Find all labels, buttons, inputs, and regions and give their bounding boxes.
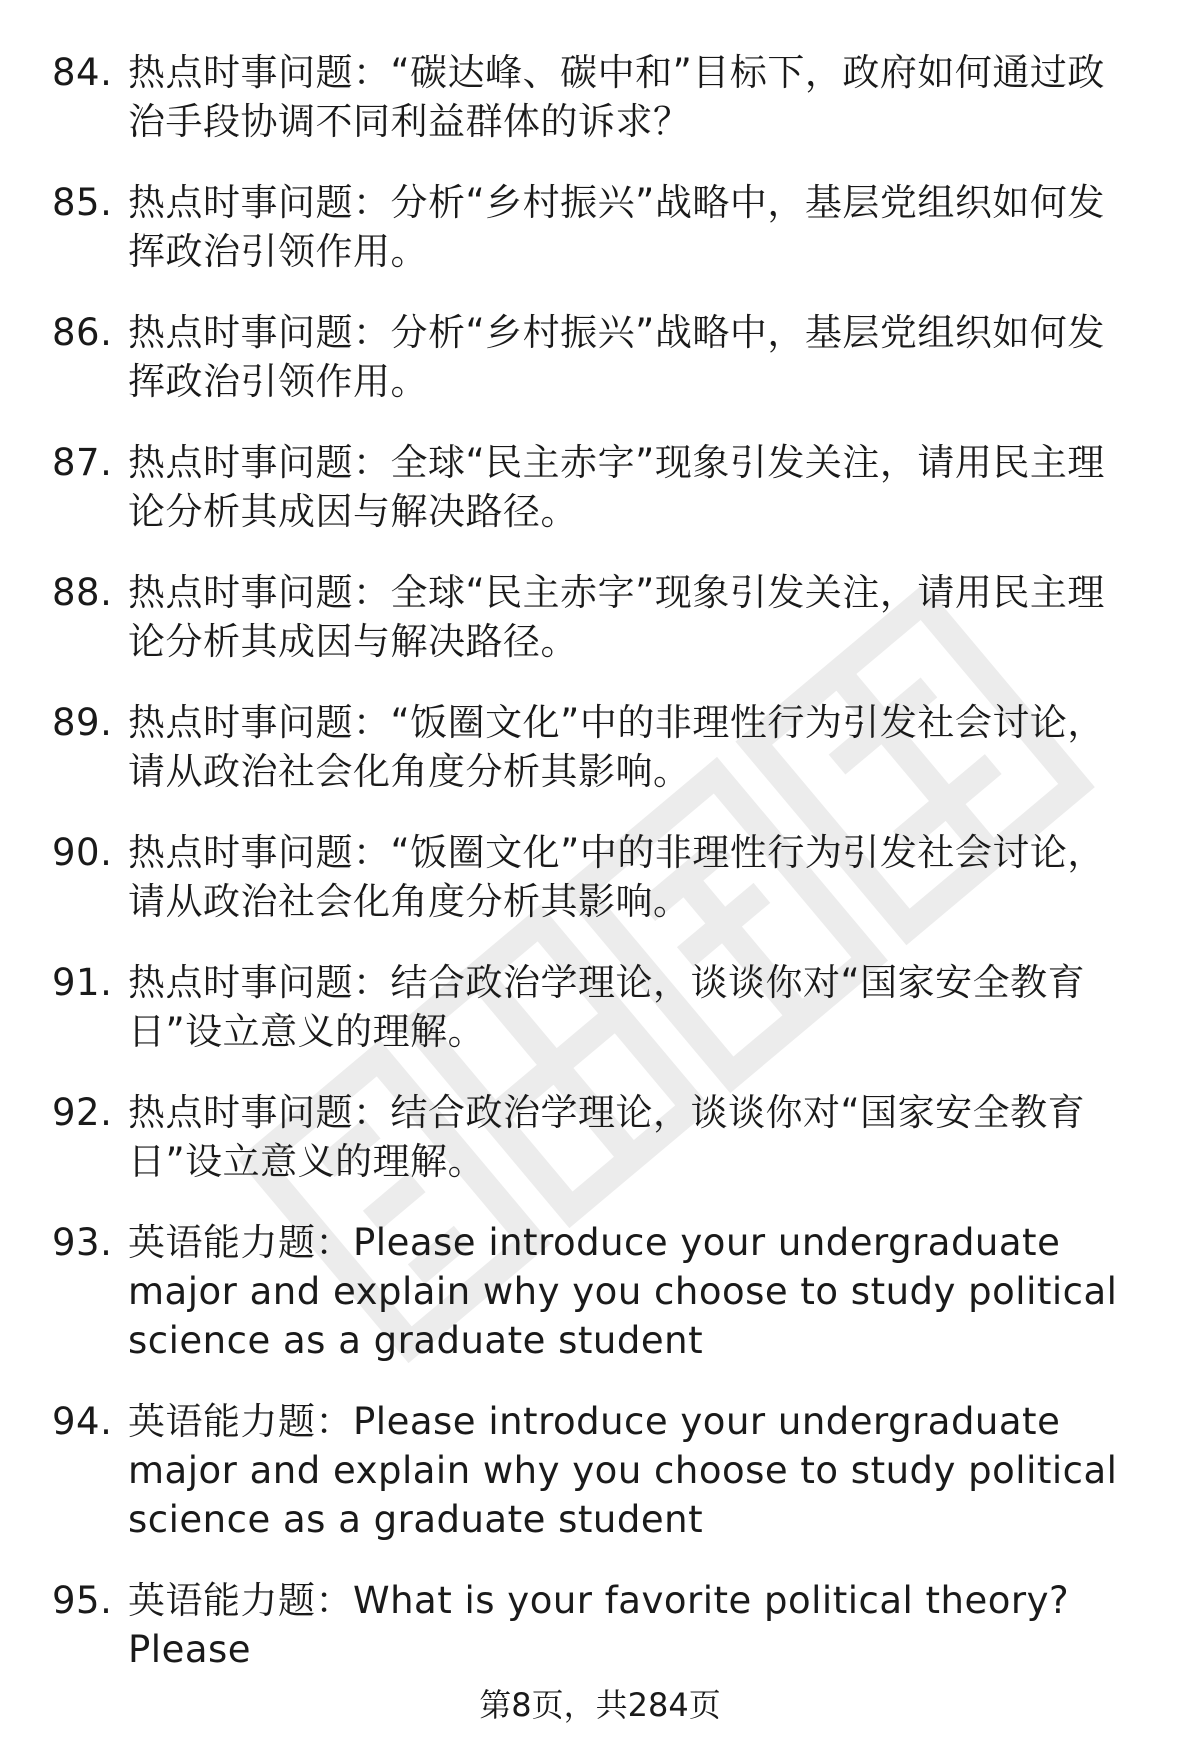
question-number: 92.: [52, 1091, 113, 1134]
question-text: 热点时事问题：“碳达峰、碳中和”目标下，政府如何通过政治手段协调不同利益群体的诉求？: [128, 51, 1105, 143]
question-text: 热点时事问题：全球“民主赤字”现象引发关注，请用民主理论分析其成因与解决路径。: [128, 571, 1105, 663]
question-number: 85.: [52, 181, 113, 224]
question-number: 89.: [52, 701, 113, 744]
question-item: [0, 568, 1200, 666]
question-text: 热点时事问题：“饭圈文化”中的非理性行为引发社会讨论，请从政治社会化角度分析其影响。: [128, 701, 1105, 793]
question-text: 热点时事问题：分析“乡村振兴”战略中，基层党组织如何发挥政治引领作用。: [128, 181, 1105, 273]
question-text: 热点时事问题：“饭圈文化”中的非理性行为引发社会讨论，请从政治社会化角度分析其影响。: [128, 831, 1105, 923]
question-number: 90.: [52, 831, 113, 874]
page-number-label: 第8页，共284页: [479, 1686, 721, 1724]
question-text: 热点时事问题：结合政治学理论，谈谈你对“国家安全教育日”设立意义的理解。: [128, 1091, 1086, 1183]
question-item: [0, 958, 1200, 1056]
question-item: [0, 1218, 1200, 1365]
question-text: 英语能力题：Please introduce your undergraduate major and explain why you choose to study political science as a graduate student: [128, 1400, 1118, 1541]
question-text: 热点时事问题：全球“民主赤字”现象引发关注，请用民主理论分析其成因与解决路径。: [128, 441, 1105, 533]
question-text: 英语能力题：What is your favorite political theory? Please: [128, 1579, 1070, 1671]
question-item: [0, 438, 1200, 536]
question-number: 87.: [52, 441, 113, 484]
question-item: [0, 828, 1200, 926]
question-item: [0, 1397, 1200, 1544]
question-number: 88.: [52, 571, 113, 614]
question-number: 93.: [52, 1221, 113, 1264]
page-footer: [0, 1680, 1200, 1726]
question-number: 95.: [52, 1579, 113, 1622]
question-number: 91.: [52, 961, 113, 1004]
question-text: 热点时事问题：结合政治学理论，谈谈你对“国家安全教育日”设立意义的理解。: [128, 961, 1086, 1053]
question-text: 热点时事问题：分析“乡村振兴”战略中，基层党组织如何发挥政治引领作用。: [128, 311, 1105, 403]
question-item: [0, 178, 1200, 276]
question-item: [0, 308, 1200, 406]
question-number: 84.: [52, 51, 113, 94]
question-list: [0, 48, 1200, 1674]
question-item: [0, 48, 1200, 146]
question-item: [0, 698, 1200, 796]
question-number: 86.: [52, 311, 113, 354]
question-number: 94.: [52, 1400, 113, 1443]
question-item: [0, 1576, 1200, 1674]
question-text: 英语能力题：Please introduce your undergraduate major and explain why you choose to study political science as a graduate student: [128, 1221, 1118, 1362]
question-item: [0, 1088, 1200, 1186]
